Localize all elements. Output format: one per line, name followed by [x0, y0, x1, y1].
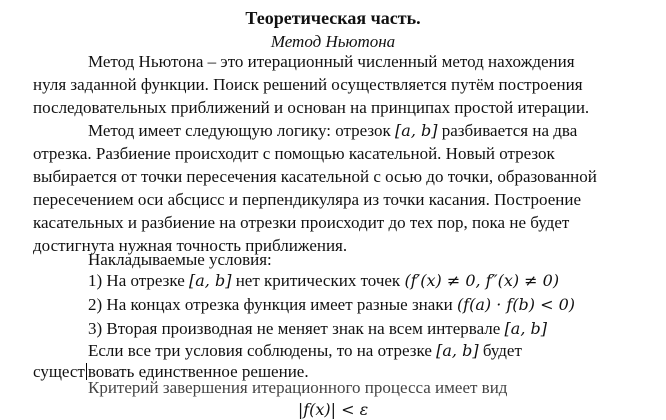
- paragraph1-line2: нуля заданной функции. Поиск решений осуществляется путём построения: [33, 75, 583, 94]
- paragraph2-line2: отрезка. Разбиение происходит с помощью касательной. Новый отрезок: [33, 144, 555, 163]
- conditions-intro: Накладываемые условия:: [88, 250, 272, 269]
- paragraph2-line1: [88, 121, 577, 141]
- condition-3: [88, 319, 547, 339]
- conclusion-line2-start: сущест: [33, 362, 85, 381]
- condition-1-interval: [a, b]: [189, 271, 232, 290]
- condition-2-math: (f(a) · f(b) < 0): [456, 295, 576, 314]
- conclusion-interval: [a, b]: [436, 341, 479, 360]
- paragraph2-line1-prefix: Метод имеет следующую логику: отрезок: [88, 121, 391, 140]
- criterion-formula-math: |f(x)| < ε: [297, 400, 369, 419]
- paragraph2-line1-suffix: разбивается на два: [441, 121, 578, 140]
- condition-2: [88, 295, 575, 315]
- criterion-formula: [0, 400, 666, 420]
- paragraph2-line3: выбирается от точки пересечения касательной с осью до точки, образованной: [33, 167, 597, 186]
- criterion-text: Критерий завершения итерационного процесса имеет вид: [88, 378, 508, 397]
- condition-1-text: 1) На отрезке: [88, 271, 185, 290]
- condition-1: [88, 271, 559, 291]
- page-title: Теоретическая часть.: [245, 8, 421, 28]
- condition-3-math: [a, b]: [504, 319, 547, 338]
- condition-3-text: 3) Вторая производная не меняет знак на всем интервале: [88, 319, 501, 338]
- conclusion-line1-suffix: будет: [482, 341, 522, 360]
- condition-1-rest: нет критических точек: [235, 271, 401, 290]
- condition-1-math: (f′(x) ≠ 0, f″(x) ≠ 0): [404, 271, 560, 290]
- paragraph2-line4: пересечением оси абсцисс и перпендикуляра из точки касания. Построение: [33, 190, 581, 209]
- interval-math: [a, b]: [395, 121, 438, 140]
- paragraph1-line1: Метод Ньютона – это итерационный численный метод нахождения: [88, 52, 575, 71]
- conclusion-line2-end: вовать единственное решение.: [87, 362, 309, 381]
- conclusion-line1-prefix: Если все три условия соблюдены, то на отрезке: [88, 341, 432, 360]
- paragraph1-line3: последовательных приближений и основан на принципах простой итерации.: [33, 98, 590, 117]
- page-subtitle: Метод Ньютона: [270, 32, 396, 51]
- paragraph2-line6: достигнута нужная точность приближения.: [33, 236, 348, 255]
- text-cursor: [86, 363, 87, 380]
- conclusion-line1: [88, 341, 522, 361]
- paragraph2-line5: касательных и разбиение на отрезки происходит до тех пор, пока не будет: [33, 213, 570, 232]
- condition-2-text: 2) На концах отрезка функция имеет разные знаки: [88, 295, 453, 314]
